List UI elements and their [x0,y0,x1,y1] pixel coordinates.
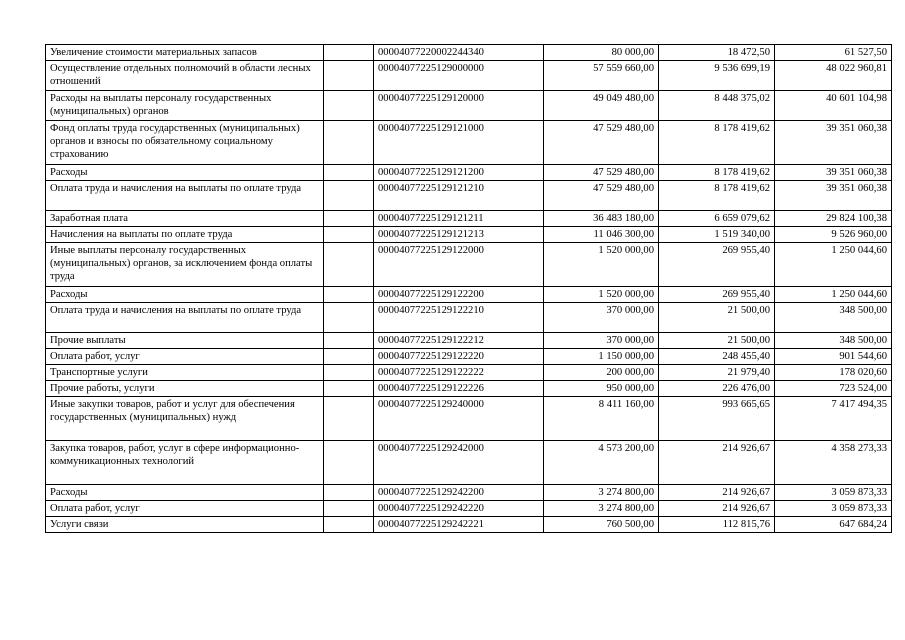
table-row [46,91,892,121]
row-name-cell: Увеличение стоимости материальных запасов [46,45,324,61]
row-unexecuted-cell: 4 358 273,33 [775,441,892,485]
row-approved-cell: 8 411 160,00 [544,397,659,441]
row-unexecuted-cell: 61 527,50 [775,45,892,61]
row-approved-cell: 11 046 300,00 [544,227,659,243]
row-executed-cell: 993 665,65 [659,397,775,441]
row-code-cell: 00004077225129122220 [374,349,544,365]
row-name-cell: Заработная плата [46,211,324,227]
row-name-cell: Начисления на выплаты по оплате труда [46,227,324,243]
row-executed-cell: 6 659 079,62 [659,211,775,227]
table-row [46,243,892,287]
row-name-cell: Иные закупки товаров, работ и услуг для обеспечения государственных (муниципальных) нужд [46,397,324,441]
row-executed-cell: 214 926,67 [659,501,775,517]
row-name-cell: Оплата работ, услуг [46,349,324,365]
row-executed-cell: 1 519 340,00 [659,227,775,243]
row-code-cell: 00004077225129122210 [374,303,544,333]
table-row [46,61,892,91]
table-row [46,349,892,365]
row-name-cell: Оплата труда и начисления на выплаты по оплате труда [46,303,324,333]
table-row [46,165,892,181]
row-unexecuted-cell: 7 417 494,35 [775,397,892,441]
table-row [46,287,892,303]
row-approved-cell: 47 529 480,00 [544,165,659,181]
row-code-cell: 00004077225129121200 [374,165,544,181]
row-code-cell: 00004077225129121211 [374,211,544,227]
row-unexecuted-cell: 29 824 100,38 [775,211,892,227]
table-row [46,485,892,501]
table-row [46,441,892,485]
row-name-cell: Закупка товаров, работ, услуг в сфере информационно-коммуникационных технологий [46,441,324,485]
row-unexecuted-cell: 39 351 060,38 [775,121,892,165]
row-approved-cell: 370 000,00 [544,303,659,333]
row-approved-cell: 760 500,00 [544,517,659,533]
row-empty-cell [324,441,374,485]
row-unexecuted-cell: 901 544,60 [775,349,892,365]
row-code-cell: 00004077225129121210 [374,181,544,211]
row-executed-cell: 214 926,67 [659,441,775,485]
row-name-cell: Оплата работ, услуг [46,501,324,517]
row-empty-cell [324,211,374,227]
row-unexecuted-cell: 48 022 960,81 [775,61,892,91]
row-unexecuted-cell: 3 059 873,33 [775,485,892,501]
table-row [46,211,892,227]
row-approved-cell: 47 529 480,00 [544,121,659,165]
row-approved-cell: 47 529 480,00 [544,181,659,211]
row-executed-cell: 8 448 375,02 [659,91,775,121]
row-executed-cell: 8 178 419,62 [659,165,775,181]
row-executed-cell: 248 455,40 [659,349,775,365]
row-empty-cell [324,165,374,181]
row-approved-cell: 4 573 200,00 [544,441,659,485]
row-code-cell: 00004077225129121213 [374,227,544,243]
row-unexecuted-cell: 40 601 104,98 [775,91,892,121]
row-empty-cell [324,517,374,533]
table-row [46,501,892,517]
row-unexecuted-cell: 647 684,24 [775,517,892,533]
row-approved-cell: 200 000,00 [544,365,659,381]
row-executed-cell: 21 979,40 [659,365,775,381]
row-executed-cell: 269 955,40 [659,287,775,303]
row-unexecuted-cell: 39 351 060,38 [775,165,892,181]
row-name-cell: Прочие выплаты [46,333,324,349]
row-code-cell: 00004077225129242200 [374,485,544,501]
row-unexecuted-cell: 723 524,00 [775,381,892,397]
row-empty-cell [324,181,374,211]
row-empty-cell [324,121,374,165]
row-name-cell: Расходы [46,165,324,181]
table-row [46,121,892,165]
table-row [46,303,892,333]
row-empty-cell [324,303,374,333]
row-code-cell: 00004077225129122222 [374,365,544,381]
row-empty-cell [324,397,374,441]
row-code-cell: 00004077225129122200 [374,287,544,303]
row-name-cell: Прочие работы, услуги [46,381,324,397]
row-unexecuted-cell: 348 500,00 [775,333,892,349]
row-name-cell: Транспортные услуги [46,365,324,381]
row-executed-cell: 9 536 699,19 [659,61,775,91]
table-row [46,397,892,441]
table-row [46,227,892,243]
row-unexecuted-cell: 39 351 060,38 [775,181,892,211]
row-approved-cell: 3 274 800,00 [544,501,659,517]
row-unexecuted-cell: 3 059 873,33 [775,501,892,517]
row-empty-cell [324,91,374,121]
row-approved-cell: 1 150 000,00 [544,349,659,365]
row-code-cell: 00004077220002244340 [374,45,544,61]
row-empty-cell [324,333,374,349]
row-executed-cell: 112 815,76 [659,517,775,533]
row-unexecuted-cell: 1 250 044,60 [775,243,892,287]
row-empty-cell [324,501,374,517]
row-empty-cell [324,243,374,287]
row-executed-cell: 214 926,67 [659,485,775,501]
table-row [46,365,892,381]
row-name-cell: Расходы на выплаты персоналу государственных (муниципальных) органов [46,91,324,121]
row-empty-cell [324,349,374,365]
row-code-cell: 00004077225129240000 [374,397,544,441]
table-body [46,45,892,533]
budget-execution-table [45,44,892,533]
row-executed-cell: 18 472,50 [659,45,775,61]
row-name-cell: Осуществление отдельных полномочий в области лесных отношений [46,61,324,91]
row-empty-cell [324,45,374,61]
row-unexecuted-cell: 1 250 044,60 [775,287,892,303]
row-code-cell: 00004077225129000000 [374,61,544,91]
table-row [46,45,892,61]
row-code-cell: 00004077225129121000 [374,121,544,165]
row-code-cell: 00004077225129122212 [374,333,544,349]
table-row [46,517,892,533]
row-empty-cell [324,61,374,91]
row-unexecuted-cell: 348 500,00 [775,303,892,333]
row-executed-cell: 21 500,00 [659,303,775,333]
row-executed-cell: 21 500,00 [659,333,775,349]
table-row [46,181,892,211]
row-approved-cell: 370 000,00 [544,333,659,349]
table-row [46,333,892,349]
row-unexecuted-cell: 9 526 960,00 [775,227,892,243]
row-name-cell: Расходы [46,485,324,501]
row-approved-cell: 57 559 660,00 [544,61,659,91]
row-executed-cell: 8 178 419,62 [659,181,775,211]
row-name-cell: Иные выплаты персоналу государственных (муниципальных) органов, за исключением фонда оплаты труда [46,243,324,287]
row-approved-cell: 36 483 180,00 [544,211,659,227]
row-empty-cell [324,287,374,303]
row-empty-cell [324,365,374,381]
row-code-cell: 00004077225129122226 [374,381,544,397]
row-code-cell: 00004077225129242221 [374,517,544,533]
row-approved-cell: 1 520 000,00 [544,287,659,303]
row-empty-cell [324,485,374,501]
row-executed-cell: 8 178 419,62 [659,121,775,165]
row-code-cell: 00004077225129242000 [374,441,544,485]
row-empty-cell [324,227,374,243]
row-code-cell: 00004077225129242220 [374,501,544,517]
row-name-cell: Фонд оплаты труда государственных (муниципальных) органов и взносы по обязательному социальному страхованию [46,121,324,165]
row-executed-cell: 269 955,40 [659,243,775,287]
row-approved-cell: 80 000,00 [544,45,659,61]
row-code-cell: 00004077225129120000 [374,91,544,121]
row-unexecuted-cell: 178 020,60 [775,365,892,381]
row-approved-cell: 3 274 800,00 [544,485,659,501]
row-name-cell: Расходы [46,287,324,303]
row-approved-cell: 49 049 480,00 [544,91,659,121]
table-row [46,381,892,397]
row-approved-cell: 1 520 000,00 [544,243,659,287]
row-empty-cell [324,381,374,397]
row-code-cell: 00004077225129122000 [374,243,544,287]
row-approved-cell: 950 000,00 [544,381,659,397]
row-executed-cell: 226 476,00 [659,381,775,397]
row-name-cell: Оплата труда и начисления на выплаты по оплате труда [46,181,324,211]
row-name-cell: Услуги связи [46,517,324,533]
